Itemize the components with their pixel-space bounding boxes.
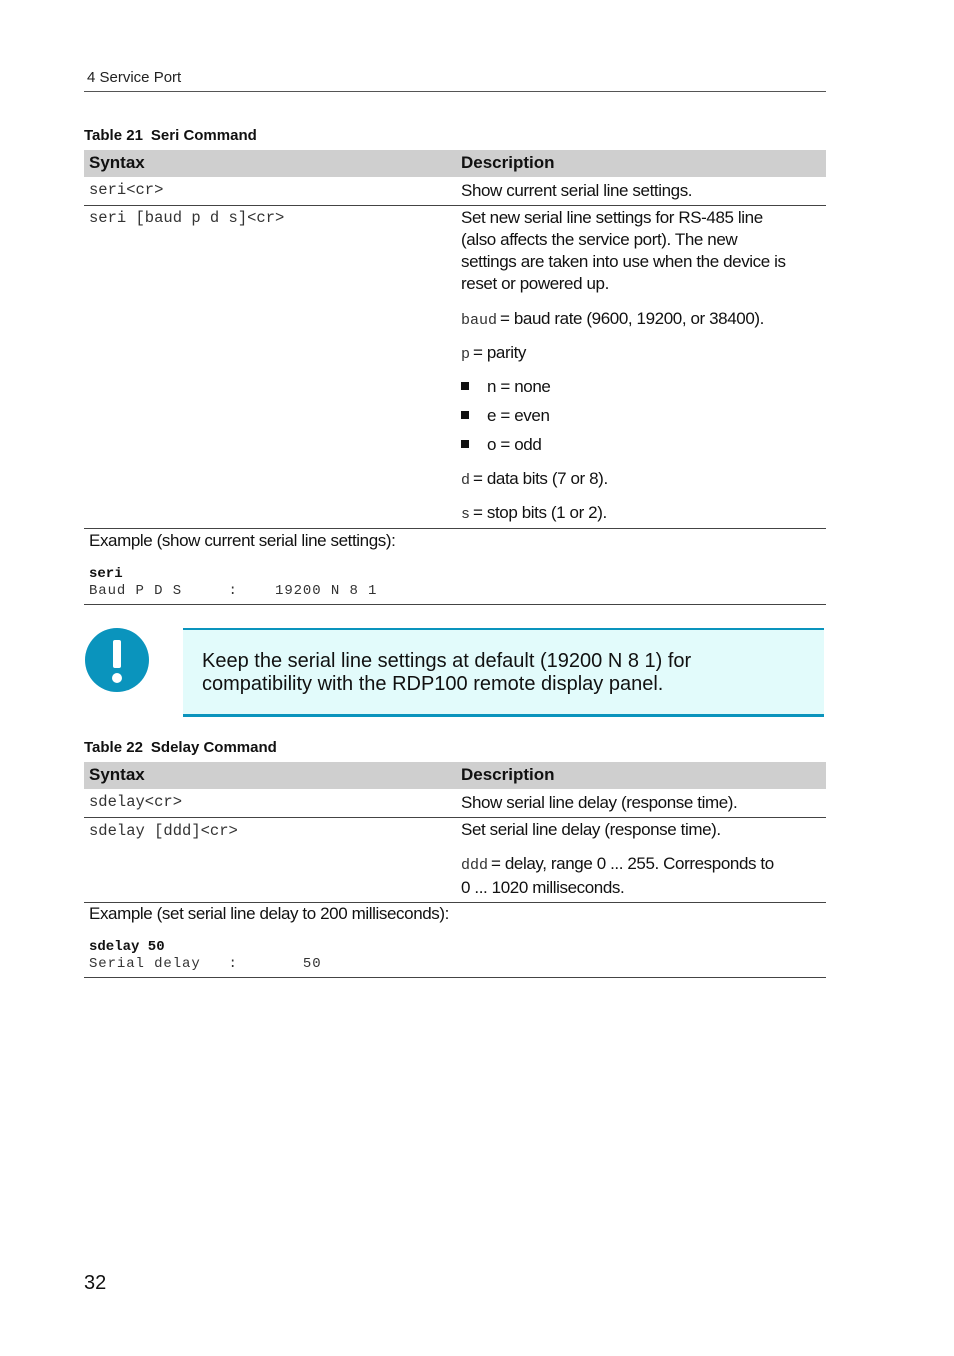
example-label: Example (set serial line delay to 200 milliseconds): (89, 904, 449, 923)
param-code: s (461, 506, 471, 523)
table-caption-title: Sdelay Command (150, 739, 277, 756)
table-21-header (84, 150, 826, 177)
param-code: p (461, 346, 471, 363)
param-text: 0 ... 1020 milliseconds. (461, 878, 625, 897)
exclamation-icon (85, 628, 149, 692)
param-ddd (461, 853, 826, 899)
example-label: Example (show current serial line settings): (89, 531, 396, 550)
param-text: = data bits (7 or 8). (473, 469, 608, 488)
note-box (183, 628, 824, 717)
table-caption-number: Table 22 (84, 739, 143, 756)
section-header: 4 Service Port (87, 69, 182, 86)
table-cell-description: Show serial line delay (response time). (461, 793, 738, 812)
example-command: seri (89, 566, 123, 582)
table-cell-syntax: sdelay<cr> (89, 793, 183, 811)
example-output: Baud P D S : 19200 N 8 1 (89, 583, 378, 599)
note-line: Keep the serial line settings at default (19200 N 8 1) for (202, 650, 692, 672)
bullet-item (461, 435, 541, 455)
param-code: d (461, 472, 471, 489)
bullet-text: e = even (487, 406, 550, 425)
row-divider (84, 205, 826, 206)
note-line: compatibility with the RDP100 remote display panel. (202, 673, 664, 695)
header-divider (84, 91, 826, 92)
row-divider (84, 817, 826, 818)
row-divider (84, 528, 826, 529)
row-divider (84, 902, 826, 903)
desc-line: Set new serial line settings for RS-485 line (461, 208, 763, 227)
param-code: baud (461, 312, 498, 329)
table-cell-syntax: seri<cr> (89, 181, 164, 199)
table-cell-description: Set serial line delay (response time). (461, 820, 721, 839)
table-cell-description (461, 207, 826, 295)
bullet-item (461, 406, 550, 426)
param-data-bits (461, 468, 608, 492)
desc-line: reset or powered up. (461, 274, 609, 293)
desc-line: settings are taken into use when the device is (461, 252, 786, 271)
param-stop-bits (461, 502, 607, 526)
table-caption-number: Table 21 (84, 127, 143, 144)
table-22-caption (84, 739, 277, 756)
bullet-text: n = none (487, 377, 551, 396)
table-cell-description: Show current serial line settings. (461, 181, 693, 200)
table-bottom-rule (84, 977, 826, 978)
table-21-caption (84, 127, 257, 144)
param-text: = baud rate (9600, 19200, or 38400). (500, 309, 764, 328)
column-header-description: Description (461, 153, 555, 172)
column-header-description: Description (461, 765, 555, 784)
bullet-square-icon (461, 411, 469, 419)
example-output: Serial delay : 50 (89, 956, 322, 972)
param-text: = stop bits (1 or 2). (473, 503, 607, 522)
param-text: = parity (473, 343, 527, 362)
bullet-text: o = odd (487, 435, 542, 454)
page-number: 32 (84, 1272, 107, 1294)
param-baud (461, 308, 764, 332)
example-command: sdelay 50 (89, 939, 165, 955)
column-header-syntax: Syntax (89, 153, 145, 172)
table-bottom-rule (84, 604, 826, 605)
bullet-square-icon (461, 382, 469, 390)
table-cell-syntax: sdelay [ddd]<cr> (89, 822, 238, 840)
column-header-syntax: Syntax (89, 765, 145, 784)
param-text: = delay, range 0 ... 255. Corresponds to (491, 854, 774, 873)
param-parity (461, 342, 526, 366)
desc-line: (also affects the service port). The new (461, 230, 738, 249)
table-cell-syntax: seri [baud p d s]<cr> (89, 209, 285, 227)
table-caption-title: Seri Command (150, 127, 257, 144)
bullet-item (461, 377, 550, 397)
param-code: ddd (461, 857, 489, 874)
table-22-header (84, 762, 826, 789)
note-text (202, 650, 691, 696)
bullet-square-icon (461, 440, 469, 448)
